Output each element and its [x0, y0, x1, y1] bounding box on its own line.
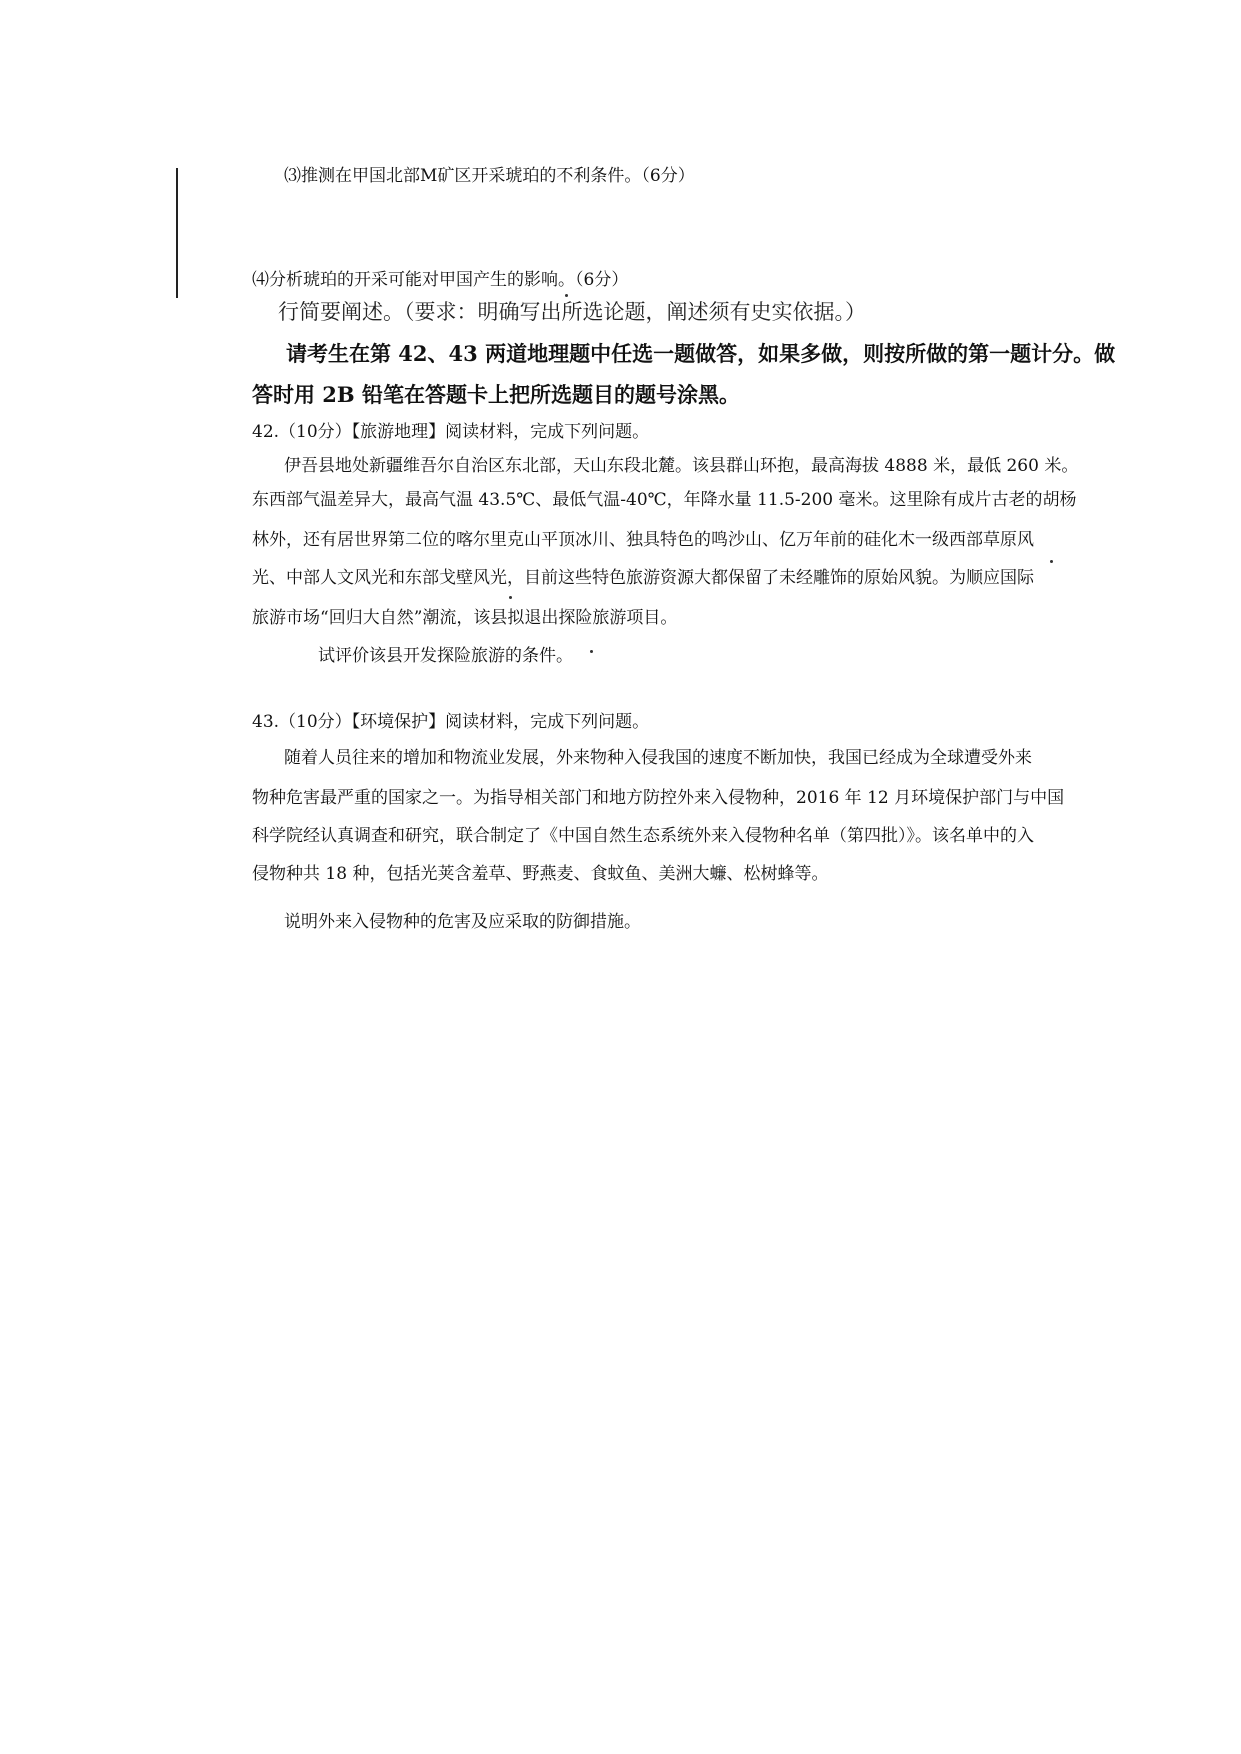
q42-paragraph-line-1: 伊吾县地处新疆维吾尔自治区东北部，天山东段北麓。该县群山环抱，最高海拔 4888 米，最低 260 米。: [284, 456, 1079, 476]
q42-paragraph-line-2: 东西部气温差异大，最高气温 43.5℃、最低气温-40℃，年降水量 11.5-200 毫米。这里除有成片古老的胡杨: [252, 490, 1077, 510]
q42-paragraph-line-3: 林外，还有居世界第二位的喀尔里克山平顶冰川、独具特色的鸣沙山、亿万年前的硅化木一级西部草原风: [252, 530, 1034, 550]
cut-off-text-line: [278, 300, 866, 324]
question-43-heading: 43.（10分）【环境保护】阅读材料，完成下列问题。: [252, 712, 650, 732]
q43-paragraph-line-1: 随着人员往来的增加和物流业发展，外来物种入侵我国的速度不断加快，我国已经成为全球遭受外来: [284, 748, 1032, 768]
scan-speck: [590, 650, 593, 653]
q43-paragraph-line-4: 侵物种共 18 种，包括光荚含羞草、野燕麦、食蚊鱼、美洲大蠊、松树蜂等。: [252, 864, 829, 884]
scan-speck: [1050, 560, 1053, 563]
scan-speck: [509, 596, 512, 599]
question-42-prompt: 试评价该县开发探险旅游的条件。: [318, 646, 573, 666]
question-43-prompt: 说明外来入侵物种的危害及应采取的防御措施。: [284, 912, 641, 932]
q43-paragraph-line-3: 科学院经认真调查和研究，联合制定了《中国自然生态系统外来入侵物种名单（第四批）》。该名单中的入: [252, 826, 1034, 846]
instruction-line-1: 请考生在第 42、43 两道地理题中任选一题做答，如果多做，则按所做的第一题计分。做: [286, 341, 1116, 366]
cut-off-text: 行简要阐述。（要求：明确写出所选论题，阐述须有史实依据。）: [278, 300, 866, 324]
q42-paragraph-line-5: 旅游市场“回归大自然”潮流，该县拟退出探险旅游项目。: [252, 608, 678, 628]
question-4: ⑷分析琥珀的开采可能对甲国产生的影响。（6分）: [252, 270, 629, 290]
binding-margin-line: [176, 168, 178, 298]
question-3: ⑶推测在甲国北部M矿区开采琥珀的不利条件。（6分）: [284, 166, 695, 186]
instruction-line-2: 答时用 2B 铅笔在答题卡上把所选题目的题号涂黑。: [252, 382, 740, 407]
q43-paragraph-line-2: 物种危害最严重的国家之一。为指导相关部门和地方防控外来入侵物种，2016 年 12 月环境保护部门与中国: [252, 788, 1065, 808]
q42-paragraph-line-4: 光、中部人文风光和东部戈壁风光，目前这些特色旅游资源大都保留了未经雕饰的原始风貌。为顺应国际: [252, 568, 1034, 588]
question-42-heading: 42.（10分）【旅游地理】阅读材料，完成下列问题。: [252, 422, 650, 442]
scan-speck: [565, 294, 568, 297]
